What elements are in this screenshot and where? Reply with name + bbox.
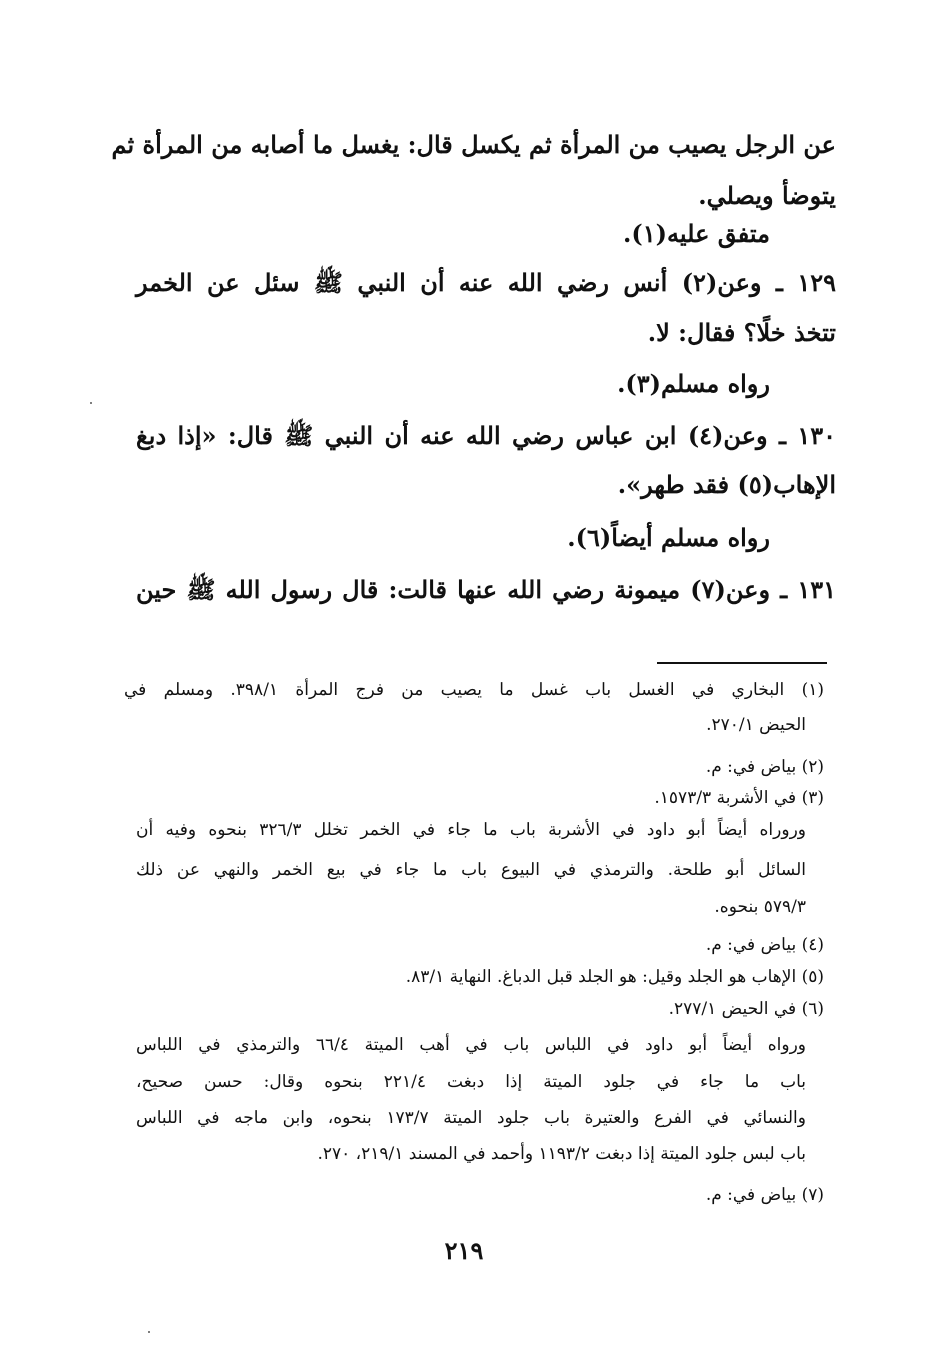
footnote-line-6: السائل أبو طلحة. والترمذي في البيوع باب ما جاء في بيع الخمر والنهي عن ذلك [136,860,806,880]
body-line-7: ١٣٠ ـ وعن(٤) ابن عباس رضي الله عنه أن النبي ﷺ قال: «إذا دبغ [136,421,836,450]
body-line-5: تتخذ خلًا؟ فقال: لا. [647,318,836,347]
footnote-line-9: (٥) الإهاب هو الجلد وقيل: هو الجلد قبل الدباغ. النهاية ٨٣/١. [405,967,824,987]
footnote-line-12: باب ما جاء في جلود الميتة إذا دبغت ٢٢١/٤ بنحوه وقال: حسن صحيح، [136,1072,806,1092]
footnote-line-4: (٣) في الأشربة ١٥٧٣/٣. [654,788,824,808]
footnote-line-3: (٢) بياض في: م. [705,757,824,777]
body-line-10: ١٣١ ـ وعن(٧) ميمونة رضي الله عنها قالت: قال رسول الله ﷺ حين [136,575,836,604]
body-line-6: رواه مسلم(٣). [617,369,770,398]
footnote-line-1: (١) البخاري في الغسل باب غسل ما يصيب من فرج المرأة ٣٩٨/١. ومسلم في [124,680,824,700]
footnote-line-15: (٧) بياض في: م. [705,1185,824,1205]
footnote-line-7: ٥٧٩/٣ بنحوه. [714,897,806,917]
footnote-line-10: (٦) في الحيض ٢٧٧/١. [668,999,824,1019]
body-line-9: رواه مسلم أيضاً(٦). [567,523,770,552]
footnote-line-14: باب لبس جلود الميتة إذا دبغت ١١٩٣/٢ وأحمد في المسند ٢١٩/١، ٢٧٠. [317,1144,806,1164]
page-number: ٢١٩ [444,1236,484,1265]
body-line-1: عن الرجل يصيب من المرأة ثم يكسل قال: يغسل ما أصابه من المرأة ثم [111,130,836,159]
body-line-3: متفق عليه(١). [623,219,770,248]
footnote-separator [657,662,827,664]
footnote-line-13: والنسائي في الفرع والعتيرة باب جلود الميتة ١٧٣/٧ بنحوه، وابن ماجه في اللباس [136,1108,806,1128]
footnote-line-8: (٤) بياض في: م. [705,935,824,955]
footnote-line-2: الحيض ٢٧٠/١. [706,715,806,735]
body-line-4: ١٢٩ ـ وعن(٢) أنس رضي الله عنه أن النبي ﷺ سئل عن الخمر [136,268,836,297]
footnote-line-5: وروراه أيضاً أبو داود في الأشربة باب ما جاء في الخمر تخلل ٣٢٦/٣ بنحوه وفيه أن [136,820,806,840]
body-line-2: يتوضأ ويصلي. [698,181,836,210]
footnote-line-11: ورواه أيضاً أبو داود في اللباس باب في أهب الميتة ٦٦/٤ والترمذي في اللباس [136,1035,806,1055]
body-line-8: الإهاب(٥) فقد طهر». [617,470,836,499]
scan-speck [148,1331,150,1333]
scan-speck [90,402,92,404]
